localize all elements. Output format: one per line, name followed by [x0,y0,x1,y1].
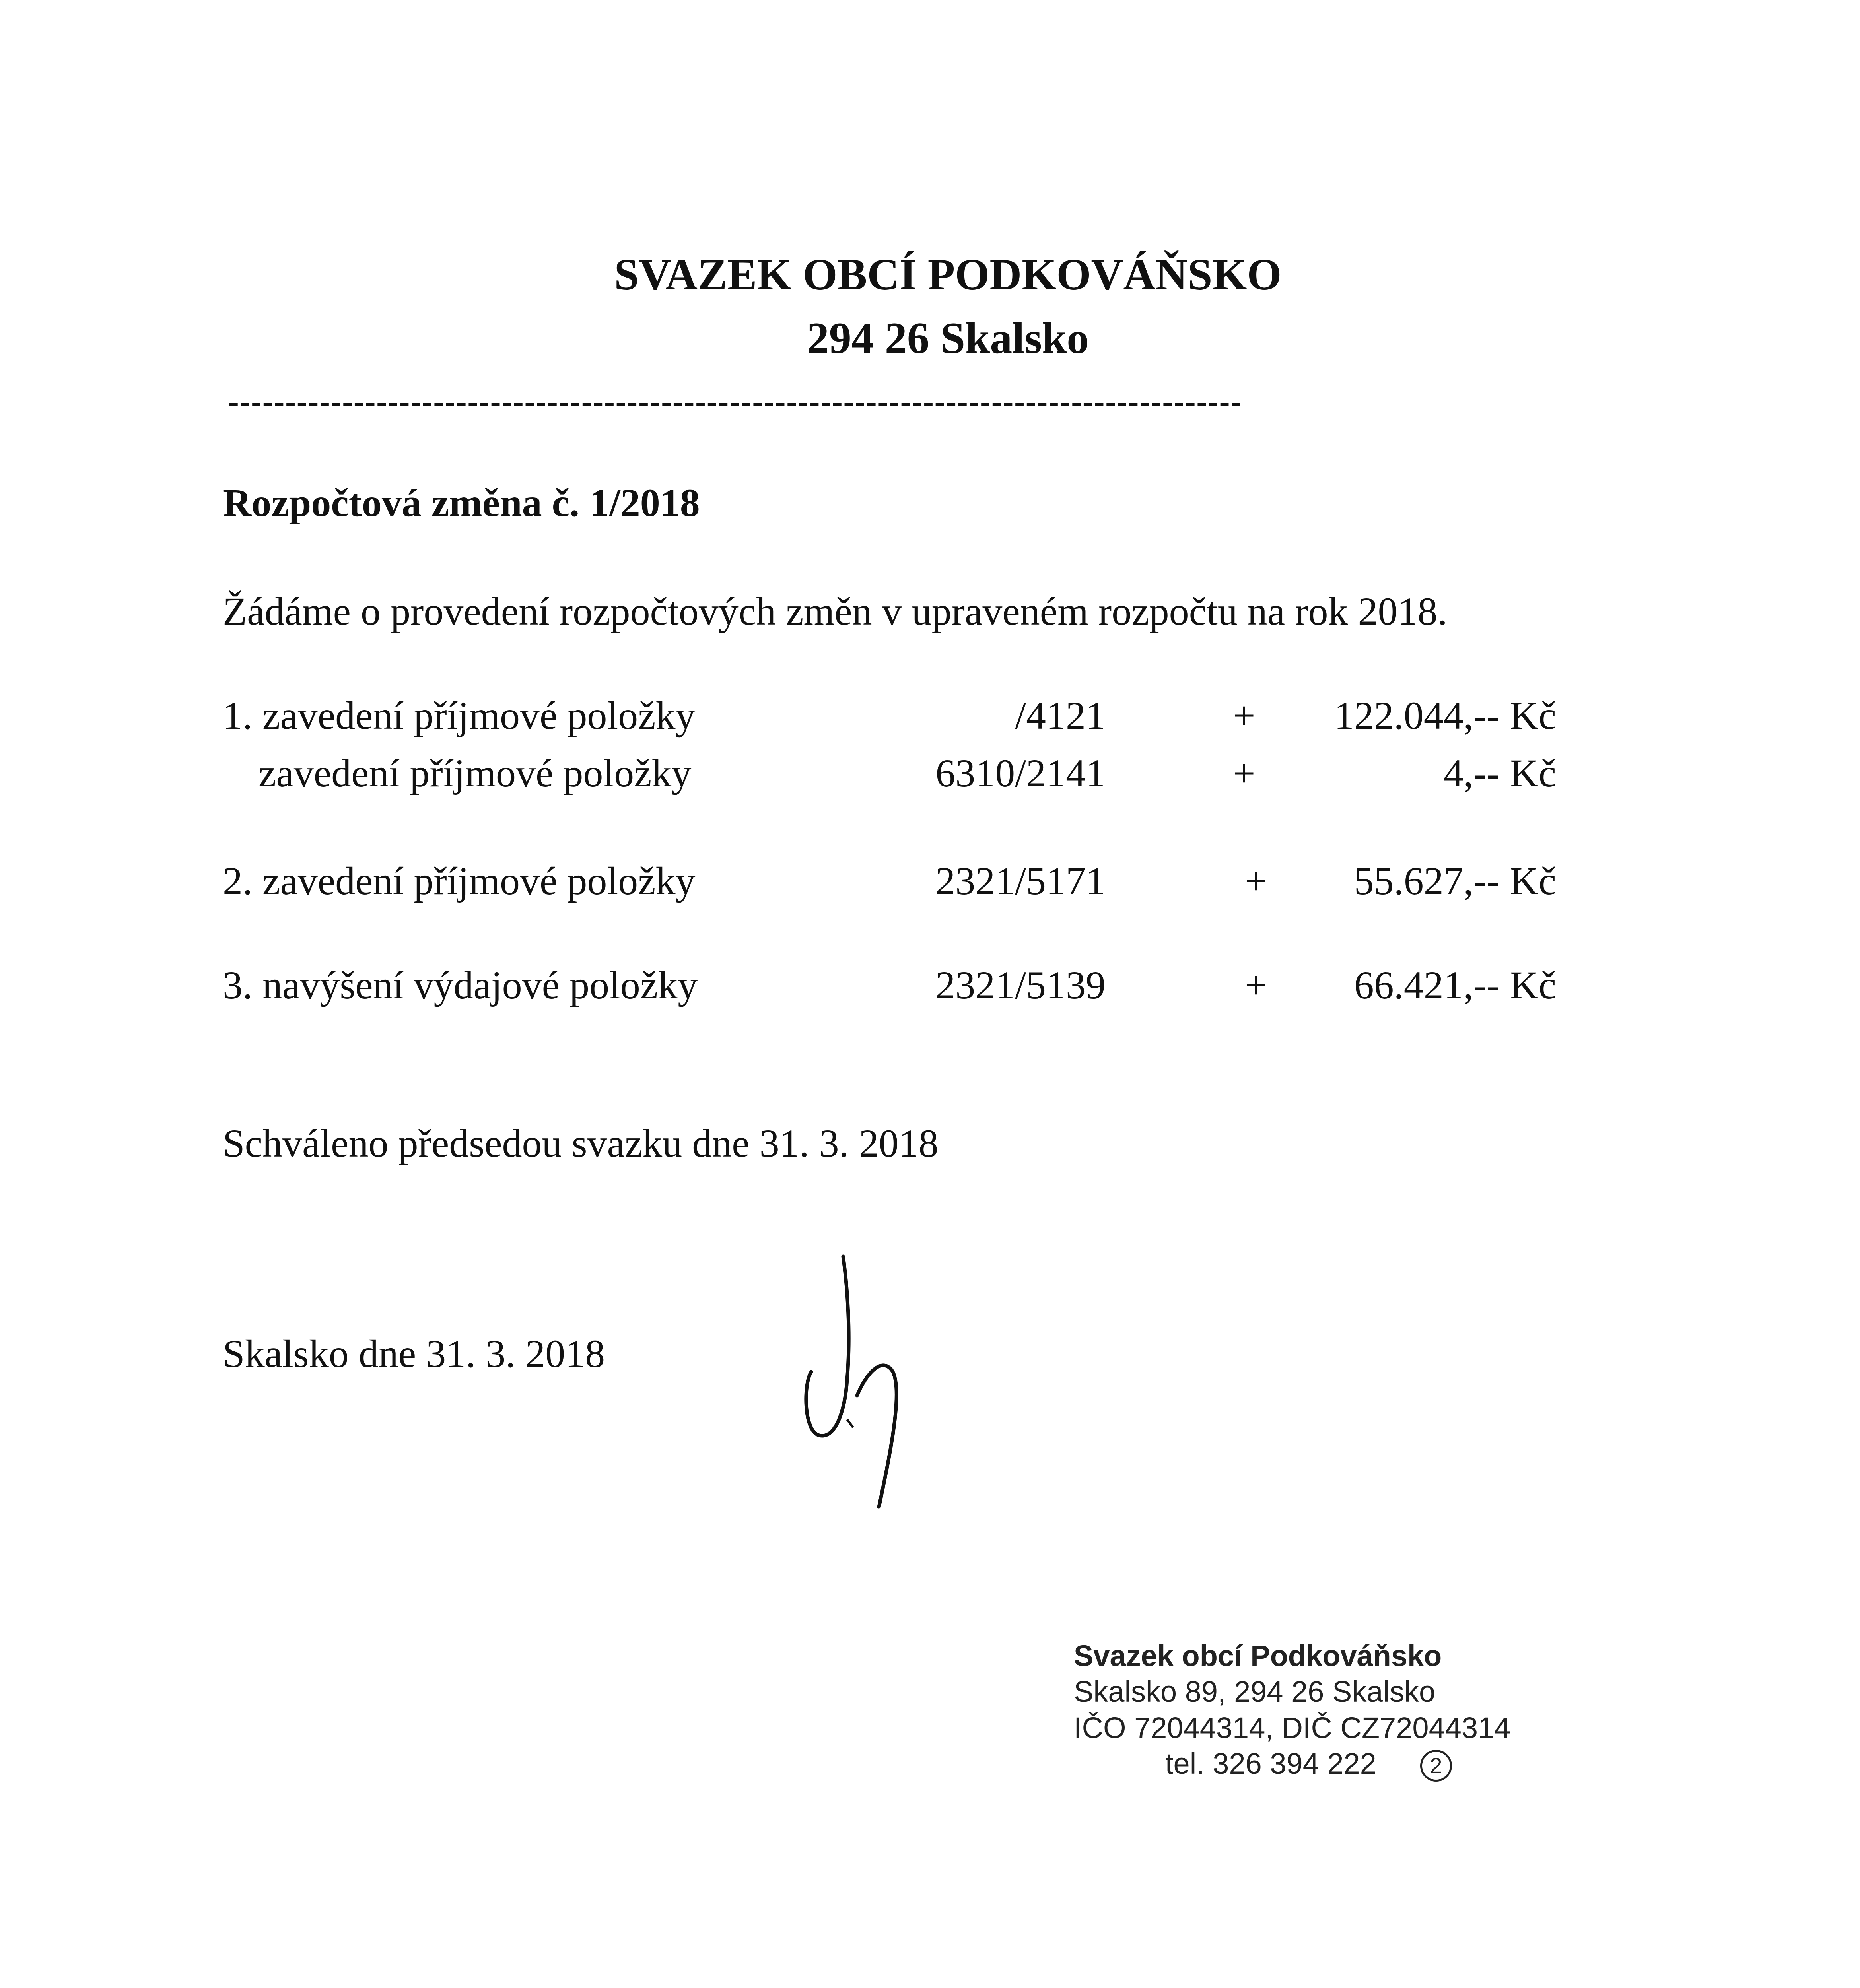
request-text: Žádáme o provedení rozpočtových změn v upraveném rozpočtu na rok 2018. [223,589,1448,633]
budget-item-row [0,753,1860,797]
place-date: Skalsko dne 31. 3. 2018 [223,1332,605,1376]
budget-item-row [0,965,1860,1009]
organization-name: SVAZEK OBCÍ PODKOVÁŇSKO [614,250,1282,299]
stamp-name: Svazek obcí Podkováňsko [1074,1639,1442,1672]
stamp-address: Skalsko 89, 294 26 Skalsko [1074,1675,1436,1708]
official-stamp [1074,1638,1511,1782]
item-description: 3. navýšení výdajové položky [223,963,698,1007]
item-amount: 122.044,-- Kč [1334,693,1556,738]
document-title: Rozpočtová změna č. 1/2018 [223,481,700,525]
divider-line: ----------------------------------------------------------------------------------------- [228,386,1242,417]
budget-item-row [0,693,1860,740]
item-sign: + [1245,963,1267,1007]
item-description: 2. zavedení příjmové položky [223,859,696,903]
item-sign: + [1245,859,1267,903]
item-description: zavedení příjmové položky [258,751,692,795]
approval-text: Schváleno předsedou svazku dne 31. 3. 2018 [223,1121,939,1165]
item-code: /4121 [1015,693,1106,738]
item-sign: + [1233,693,1256,738]
stamp-phone: tel. 326 394 222 [1165,1747,1376,1780]
item-code: 2321/5171 [935,859,1106,903]
item-amount: 66.421,-- Kč [1354,963,1556,1007]
signature [787,1252,915,1515]
item-amount: 4,-- Kč [1443,751,1556,795]
budget-item-row [0,861,1860,905]
stamp-number: 2 [1420,1750,1452,1782]
item-sign: + [1233,751,1256,795]
organization-address: 294 26 Skalsko [807,314,1089,363]
stamp-ids: IČO 72044314, DIČ CZ72044314 [1074,1711,1511,1744]
item-code: 2321/5139 [935,963,1106,1007]
item-code: 6310/2141 [935,751,1106,795]
item-description: 1. zavedení příjmové položky [223,693,696,738]
item-amount: 55.627,-- Kč [1354,859,1556,903]
